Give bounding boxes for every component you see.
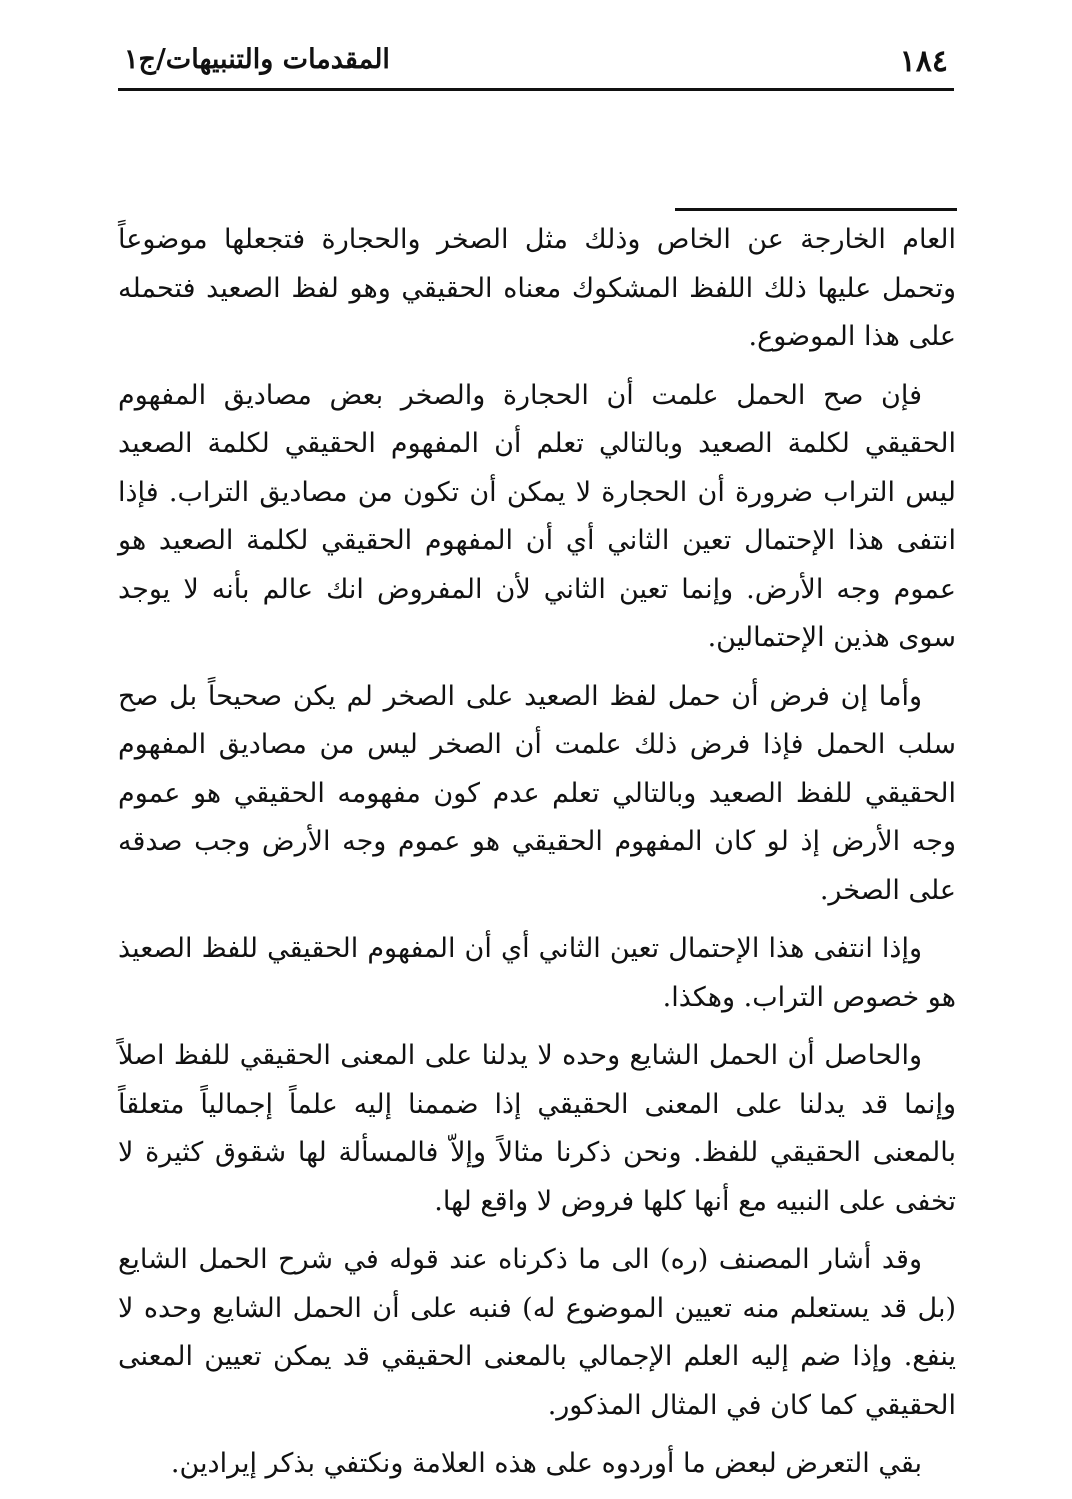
page-number: ١٨٤ (899, 44, 948, 79)
paragraph: وإذا انتفى هذا الإحتمال تعين الثاني أي أن المفهوم الحقيقي للفظ الصعيذ هو خصوص التراب. وهكذا. (118, 933, 956, 1013)
paragraph-continuation: العام الخارجة عن الخاص وذلك مثل الصخر والحجارة فتجعلها موضوعاً وتحمل عليها ذلك اللفظ المشكوك معناه الحقيقي وهو لفظ الصعيد فتحمله على هذا الموضوع. (118, 224, 956, 352)
paragraph: بقي التعرض لبعض ما أوردوه على هذه العلامة ونكتفي بذكر إيرادين. (170, 1448, 922, 1479)
paragraph: وقد أشار المصنف (ره) الى ما ذكرناه عند قوله في شرح الحمل الشايع (بل قد يستعلم منه تعيين الموضوع له) فنبه على أن الحمل الشايع وحده لا ينفع. وإذا ضم إليه العلم الإجمالي بالمعنى الحقيقي قد يمكن تعيين المعنى الحقيقي كما كان في المثال المذكور. (118, 1244, 956, 1421)
paragraph: وأما إن فرض أن حمل لفظ الصعيد على الصخر لم يكن صحيحاً بل صح سلب الحمل فإذا فرض ذلك علمت أن الصخر ليس من مصاديق المفهوم الحقيقي للفظ الصعيد وبالتالي تعلم عدم كون مفهومه الحقيقي هو عموم وجه الأرض إذ لو كان المفهوم الحقيقي هو عموم وجه الأرض وجب صدقه على الصخر. (118, 680, 956, 906)
page-header (118, 38, 954, 91)
paragraph: فإن صح الحمل علمت أن الحجارة والصخر بعض مصاديق المفهوم الحقيقي لكلمة الصعيد وبالتالي تعلم أن المفهوم الحقيقي لكلمة الصعيد ليس التراب ضرورة أن الحجارة لا يمكن أن تكون من مصاديق التراب. فإذا انتفى هذا الإحتمال تعين الثاني أي أن المفهوم الحقيقي لكلمة الصعيد هو عموم وجه الأرض. وإنما تعين الثاني لأن المفروض انك عالم بأنه لا يوجد سوى هذين الإحتمالين. (118, 379, 956, 653)
footnote-separator (675, 208, 957, 211)
running-title: المقدمات والتنبيهات/ج١ (124, 44, 390, 75)
paragraph: والحاصل أن الحمل الشايع وحده لا يدلنا على المعنى الحقيقي للفظ اصلاً وإنما قد يدلنا على المعنى الحقيقي إذا ضممنا إليه علماً إجمالياً متعلقاً بالمعنى الحقيقي للفظ. ونحن ذكرنا مثالاً وإلاّ فالمسألة لها شقوق كثيرة لا تخفى على النبيه مع أنها كلها فروض لا واقع لها. (118, 1040, 956, 1217)
footnote-text (118, 216, 956, 1499)
